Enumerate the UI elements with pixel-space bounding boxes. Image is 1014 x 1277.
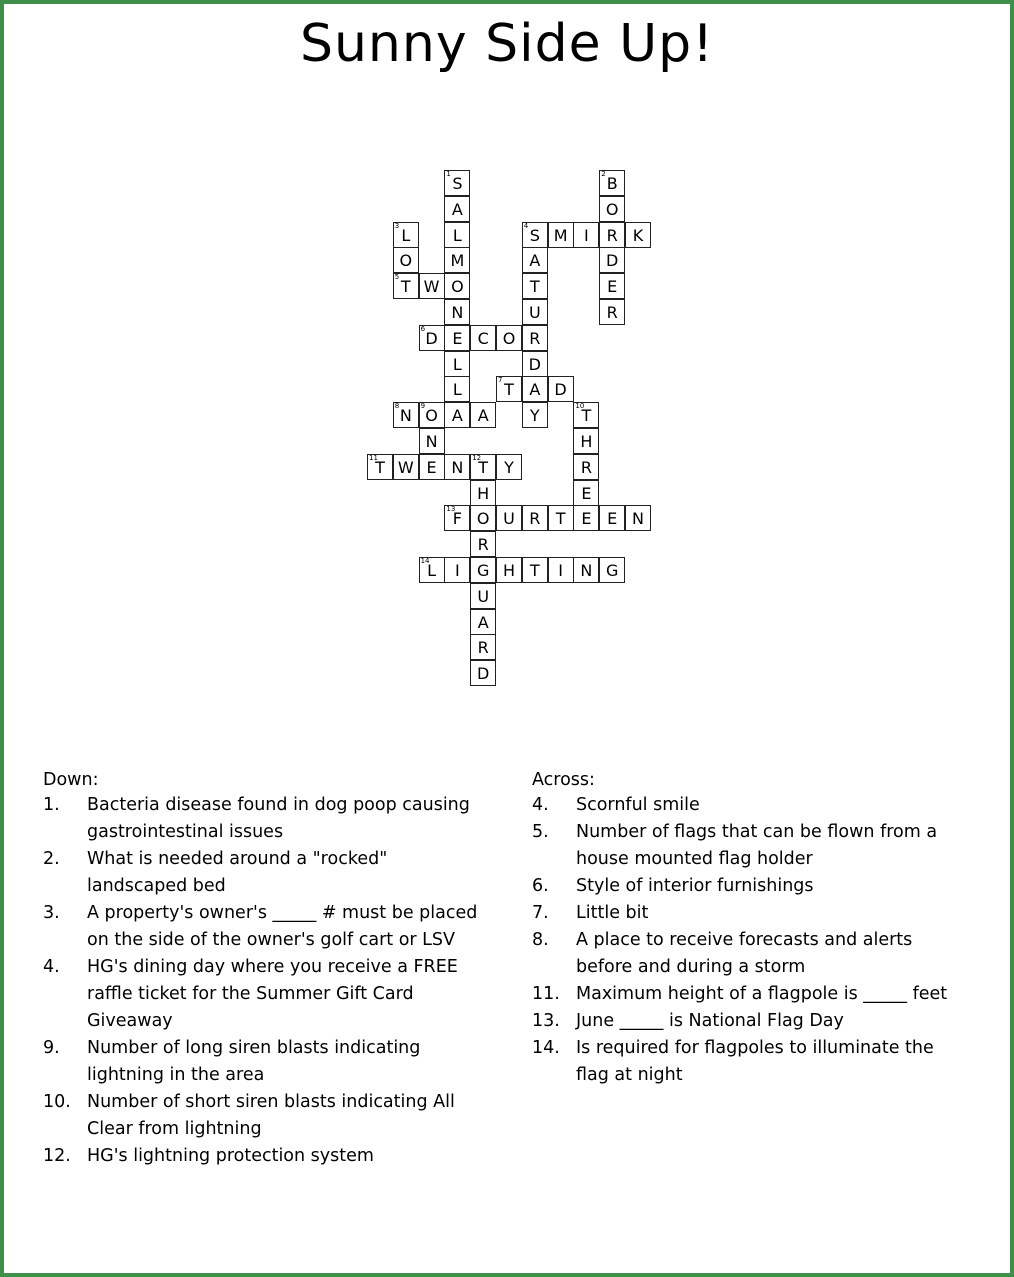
down-clue — [43, 1035, 493, 1089]
cell-letter: R — [606, 225, 618, 245]
down-heading: Down: — [43, 770, 99, 790]
grid-cell[interactable] — [419, 557, 445, 583]
clue-number: 8 — [394, 402, 400, 411]
grid-cell[interactable] — [470, 480, 496, 506]
grid-cell[interactable] — [573, 428, 599, 454]
grid-cell[interactable] — [625, 505, 651, 531]
clue-num: 11. — [532, 984, 560, 1004]
grid-cell[interactable] — [367, 454, 393, 480]
grid-cell[interactable] — [573, 222, 599, 248]
clue-num: 12. — [43, 1146, 71, 1166]
grid-cell[interactable] — [393, 402, 419, 428]
cell-letter: U — [528, 303, 541, 322]
cell-letter: O — [502, 328, 516, 348]
across-clue — [532, 927, 972, 981]
grid-cell[interactable] — [599, 247, 625, 273]
grid-cell[interactable] — [470, 660, 496, 686]
cell-letter: T — [529, 277, 540, 297]
clue-text: Number of short siren blasts indicating All Clear from lightning — [87, 1092, 455, 1139]
cell-letter: E — [452, 328, 463, 348]
grid-cell[interactable] — [599, 299, 625, 325]
cell-letter: O — [425, 406, 438, 426]
clue-number: 2 — [601, 170, 606, 178]
cell-letter: L — [401, 225, 411, 245]
clue-number: 12 — [472, 453, 482, 462]
grid-cell[interactable] — [522, 325, 548, 351]
grid-cell[interactable] — [444, 273, 470, 299]
grid-cell[interactable] — [496, 325, 522, 351]
grid-cell[interactable] — [599, 170, 625, 196]
grid-cell[interactable] — [444, 222, 470, 248]
grid-cell[interactable] — [470, 583, 496, 609]
cell-letter: I — [584, 225, 589, 245]
cell-letter: D — [528, 354, 541, 374]
cell-letter: T — [581, 406, 592, 426]
grid-cell[interactable] — [599, 222, 625, 248]
cell-letter: R — [477, 535, 489, 555]
clue-number: 3 — [394, 221, 400, 230]
across-clue — [532, 1008, 972, 1035]
cell-letter: R — [529, 509, 541, 529]
down-clue — [43, 1089, 493, 1143]
grid-cell[interactable] — [470, 325, 496, 351]
cell-letter: R — [477, 638, 489, 658]
cell-letter: Y — [504, 457, 514, 477]
clue-num: 3. — [43, 903, 60, 923]
cell-letter: A — [451, 199, 463, 219]
grid-cell[interactable] — [470, 505, 496, 531]
grid-cell[interactable] — [522, 505, 548, 531]
cell-letter: R — [529, 328, 541, 348]
cell-letter: T — [555, 509, 566, 529]
clue-num: 10. — [43, 1092, 71, 1112]
clue-num: 9. — [43, 1038, 60, 1058]
cell-letter: R — [606, 303, 618, 322]
clue-text: A property's owner's _____ # must be placed on the side of the owner's golf cart or LSV — [87, 903, 478, 950]
grid-cell[interactable] — [496, 454, 522, 480]
grid-cell[interactable] — [393, 454, 419, 480]
cell-letter: G — [476, 561, 490, 580]
cell-letter: A — [529, 380, 541, 400]
grid-cell[interactable] — [496, 557, 522, 583]
cell-letter: A — [451, 406, 463, 426]
grid-cell[interactable] — [573, 454, 599, 480]
clue-num: 13. — [532, 1011, 560, 1031]
clue-num: 7. — [532, 903, 549, 923]
cell-letter: L — [452, 225, 462, 245]
clue-number: 6 — [420, 324, 426, 333]
cell-letter: Y — [529, 406, 540, 426]
cell-letter: A — [529, 251, 541, 271]
clue-text: What is needed around a "rocked" landscaped bed — [87, 849, 388, 896]
cell-letter: E — [581, 483, 592, 503]
grid-cell[interactable] — [496, 376, 522, 402]
across-heading: Across: — [532, 770, 595, 790]
across-clue — [532, 1035, 972, 1089]
clue-text: HG's lightning protection system — [87, 1146, 374, 1166]
cell-letter: I — [455, 561, 460, 580]
grid-cell[interactable] — [419, 273, 445, 299]
grid-cell[interactable] — [522, 273, 548, 299]
cell-letter: T — [478, 457, 489, 477]
cell-letter: F — [452, 509, 462, 529]
cell-letter: N — [399, 406, 412, 426]
clue-text: A place to receive forecasts and alerts before and during a storm — [576, 930, 913, 977]
cell-letter: S — [452, 174, 463, 193]
cell-letter: E — [607, 277, 618, 297]
grid-cell[interactable] — [444, 170, 470, 196]
down-clue — [43, 1143, 493, 1170]
across-clue — [532, 900, 972, 927]
cell-letter: H — [580, 432, 593, 451]
cell-letter: N — [451, 457, 464, 477]
grid-cell[interactable] — [470, 531, 496, 557]
clue-num: 1. — [43, 795, 60, 815]
down-clue — [43, 954, 493, 1035]
cell-letter: U — [503, 509, 515, 529]
cell-letter: U — [477, 586, 490, 606]
cell-letter: D — [606, 251, 619, 271]
grid-cell[interactable] — [393, 273, 419, 299]
grid-cell[interactable] — [496, 505, 522, 531]
cell-letter: K — [632, 225, 644, 245]
cell-letter: A — [477, 406, 489, 426]
down-clue-list — [43, 792, 493, 1170]
across-clue-list — [532, 792, 972, 1089]
clue-num: 4. — [43, 957, 60, 977]
cell-letter: S — [529, 225, 540, 245]
clue-text: HG's dining day where you receive a FREE raffle ticket for the Summer Gift Card Giveaway — [87, 957, 458, 1031]
grid-cell[interactable] — [444, 557, 470, 583]
clue-num: 5. — [532, 822, 549, 842]
grid-cell[interactable] — [599, 557, 625, 583]
cell-letter: T — [375, 457, 385, 477]
grid-cell[interactable] — [599, 273, 625, 299]
across-clue — [532, 792, 972, 819]
grid-cell[interactable] — [444, 351, 470, 377]
cell-letter: E — [426, 457, 437, 477]
clue-text: Number of long siren blasts indicating lightning in the area — [87, 1038, 421, 1085]
across-clues — [532, 768, 972, 1089]
cell-letter: O — [399, 251, 413, 271]
cell-letter: O — [605, 199, 619, 219]
clue-number: 14 — [420, 557, 430, 565]
clue-number: 13 — [446, 505, 456, 514]
down-clue — [43, 900, 493, 954]
down-clue — [43, 846, 493, 900]
grid-cell[interactable] — [470, 634, 496, 660]
grid-cell[interactable] — [419, 454, 445, 480]
cell-letter: B — [606, 174, 618, 193]
grid-cell[interactable] — [470, 454, 496, 480]
cell-letter: M — [553, 225, 568, 245]
grid-cell[interactable] — [522, 222, 548, 248]
clue-text: Little bit — [576, 903, 649, 923]
grid-cell[interactable] — [470, 557, 496, 583]
grid-cell[interactable] — [573, 480, 599, 506]
grid-cell[interactable] — [522, 299, 548, 325]
cell-letter: R — [580, 457, 592, 477]
cell-letter: E — [581, 509, 592, 529]
down-clue — [43, 792, 493, 846]
clue-num: 2. — [43, 849, 60, 869]
grid-cell[interactable] — [573, 557, 599, 583]
cell-letter: H — [477, 483, 490, 503]
clue-text: Scornful smile — [576, 795, 700, 815]
cell-letter: T — [400, 277, 411, 297]
grid-cell[interactable] — [548, 222, 574, 248]
clue-number: 10 — [575, 402, 585, 411]
cell-letter: I — [558, 561, 563, 580]
cell-letter: D — [554, 380, 567, 400]
grid-cell[interactable] — [393, 222, 419, 248]
grid-cell[interactable] — [393, 247, 419, 273]
puzzle-title: Sunny Side Up! — [299, 14, 715, 74]
grid-cell[interactable] — [573, 505, 599, 531]
cell-letter: E — [607, 509, 618, 529]
clue-text: Maximum height of a flagpole is _____ feet — [576, 984, 948, 1004]
cell-letter: D — [477, 664, 490, 684]
grid-cell[interactable] — [470, 402, 496, 428]
clue-text: June _____ is National Flag Day — [576, 1011, 844, 1031]
grid-cell[interactable] — [444, 505, 470, 531]
grid-cell[interactable] — [548, 376, 574, 402]
cell-letter: C — [477, 328, 489, 348]
cell-letter: N — [632, 509, 644, 529]
clue-number: 4 — [523, 221, 529, 230]
cell-letter: D — [425, 328, 438, 348]
grid-cell[interactable] — [419, 402, 445, 428]
clue-num: 8. — [532, 930, 549, 950]
down-clues — [43, 768, 493, 1170]
cell-letter: O — [451, 277, 464, 297]
grid-cell[interactable] — [522, 351, 548, 377]
cell-letter: A — [477, 612, 489, 632]
clue-num: 4. — [532, 795, 549, 815]
clue-text: Bacteria disease found in dog poop causing gastrointestinal issues — [87, 795, 470, 842]
cell-letter: L — [427, 561, 437, 580]
cell-letter: M — [450, 251, 465, 271]
grid-cell[interactable] — [522, 247, 548, 273]
grid-cell[interactable] — [625, 222, 651, 248]
cell-letter: N — [425, 432, 438, 451]
grid-cell[interactable] — [522, 402, 548, 428]
grid-cell[interactable] — [599, 196, 625, 222]
clue-text: Number of flags that can be flown from a house mounted flag holder — [576, 822, 938, 869]
grid-cell[interactable] — [444, 196, 470, 222]
grid-cell[interactable] — [444, 247, 470, 273]
grid-cell[interactable] — [548, 505, 574, 531]
across-clue — [532, 819, 972, 873]
grid-cell[interactable] — [444, 376, 470, 402]
cell-letter: T — [504, 380, 514, 400]
grid-cell[interactable] — [444, 325, 470, 351]
grid-cell[interactable] — [444, 402, 470, 428]
cell-letter: O — [476, 509, 490, 529]
grid-cell[interactable] — [599, 505, 625, 531]
clue-text: Style of interior furnishings — [576, 876, 814, 896]
clue-number: 5 — [394, 273, 400, 282]
clue-text: Is required for flagpoles to illuminate the flag at night — [576, 1038, 934, 1085]
grid-cell[interactable] — [548, 557, 574, 583]
cell-letter: W — [423, 277, 440, 297]
cell-letter: G — [605, 561, 619, 580]
cell-letter: H — [502, 561, 516, 580]
clue-num: 14. — [532, 1038, 560, 1058]
cell-letter: W — [397, 457, 414, 477]
clue-num: 6. — [532, 876, 549, 896]
cell-letter: N — [580, 561, 593, 580]
grid-cell[interactable] — [444, 454, 470, 480]
grid-cell[interactable] — [419, 325, 445, 351]
across-clue — [532, 981, 972, 1008]
grid-cell[interactable] — [522, 376, 548, 402]
clue-number: 11 — [369, 453, 378, 462]
clue-number: 7 — [498, 376, 503, 385]
grid-cell[interactable] — [470, 609, 496, 635]
grid-cell[interactable] — [419, 428, 445, 454]
grid-cell[interactable] — [522, 557, 548, 583]
clue-number: 1 — [446, 170, 451, 178]
clue-number: 9 — [420, 402, 426, 411]
grid-cell[interactable] — [444, 299, 470, 325]
cell-letter: L — [452, 354, 462, 374]
across-clue — [532, 873, 972, 900]
cell-letter: L — [452, 380, 462, 400]
cell-letter: N — [451, 303, 464, 322]
grid-cell[interactable] — [573, 402, 599, 428]
cell-letter: T — [529, 561, 540, 580]
